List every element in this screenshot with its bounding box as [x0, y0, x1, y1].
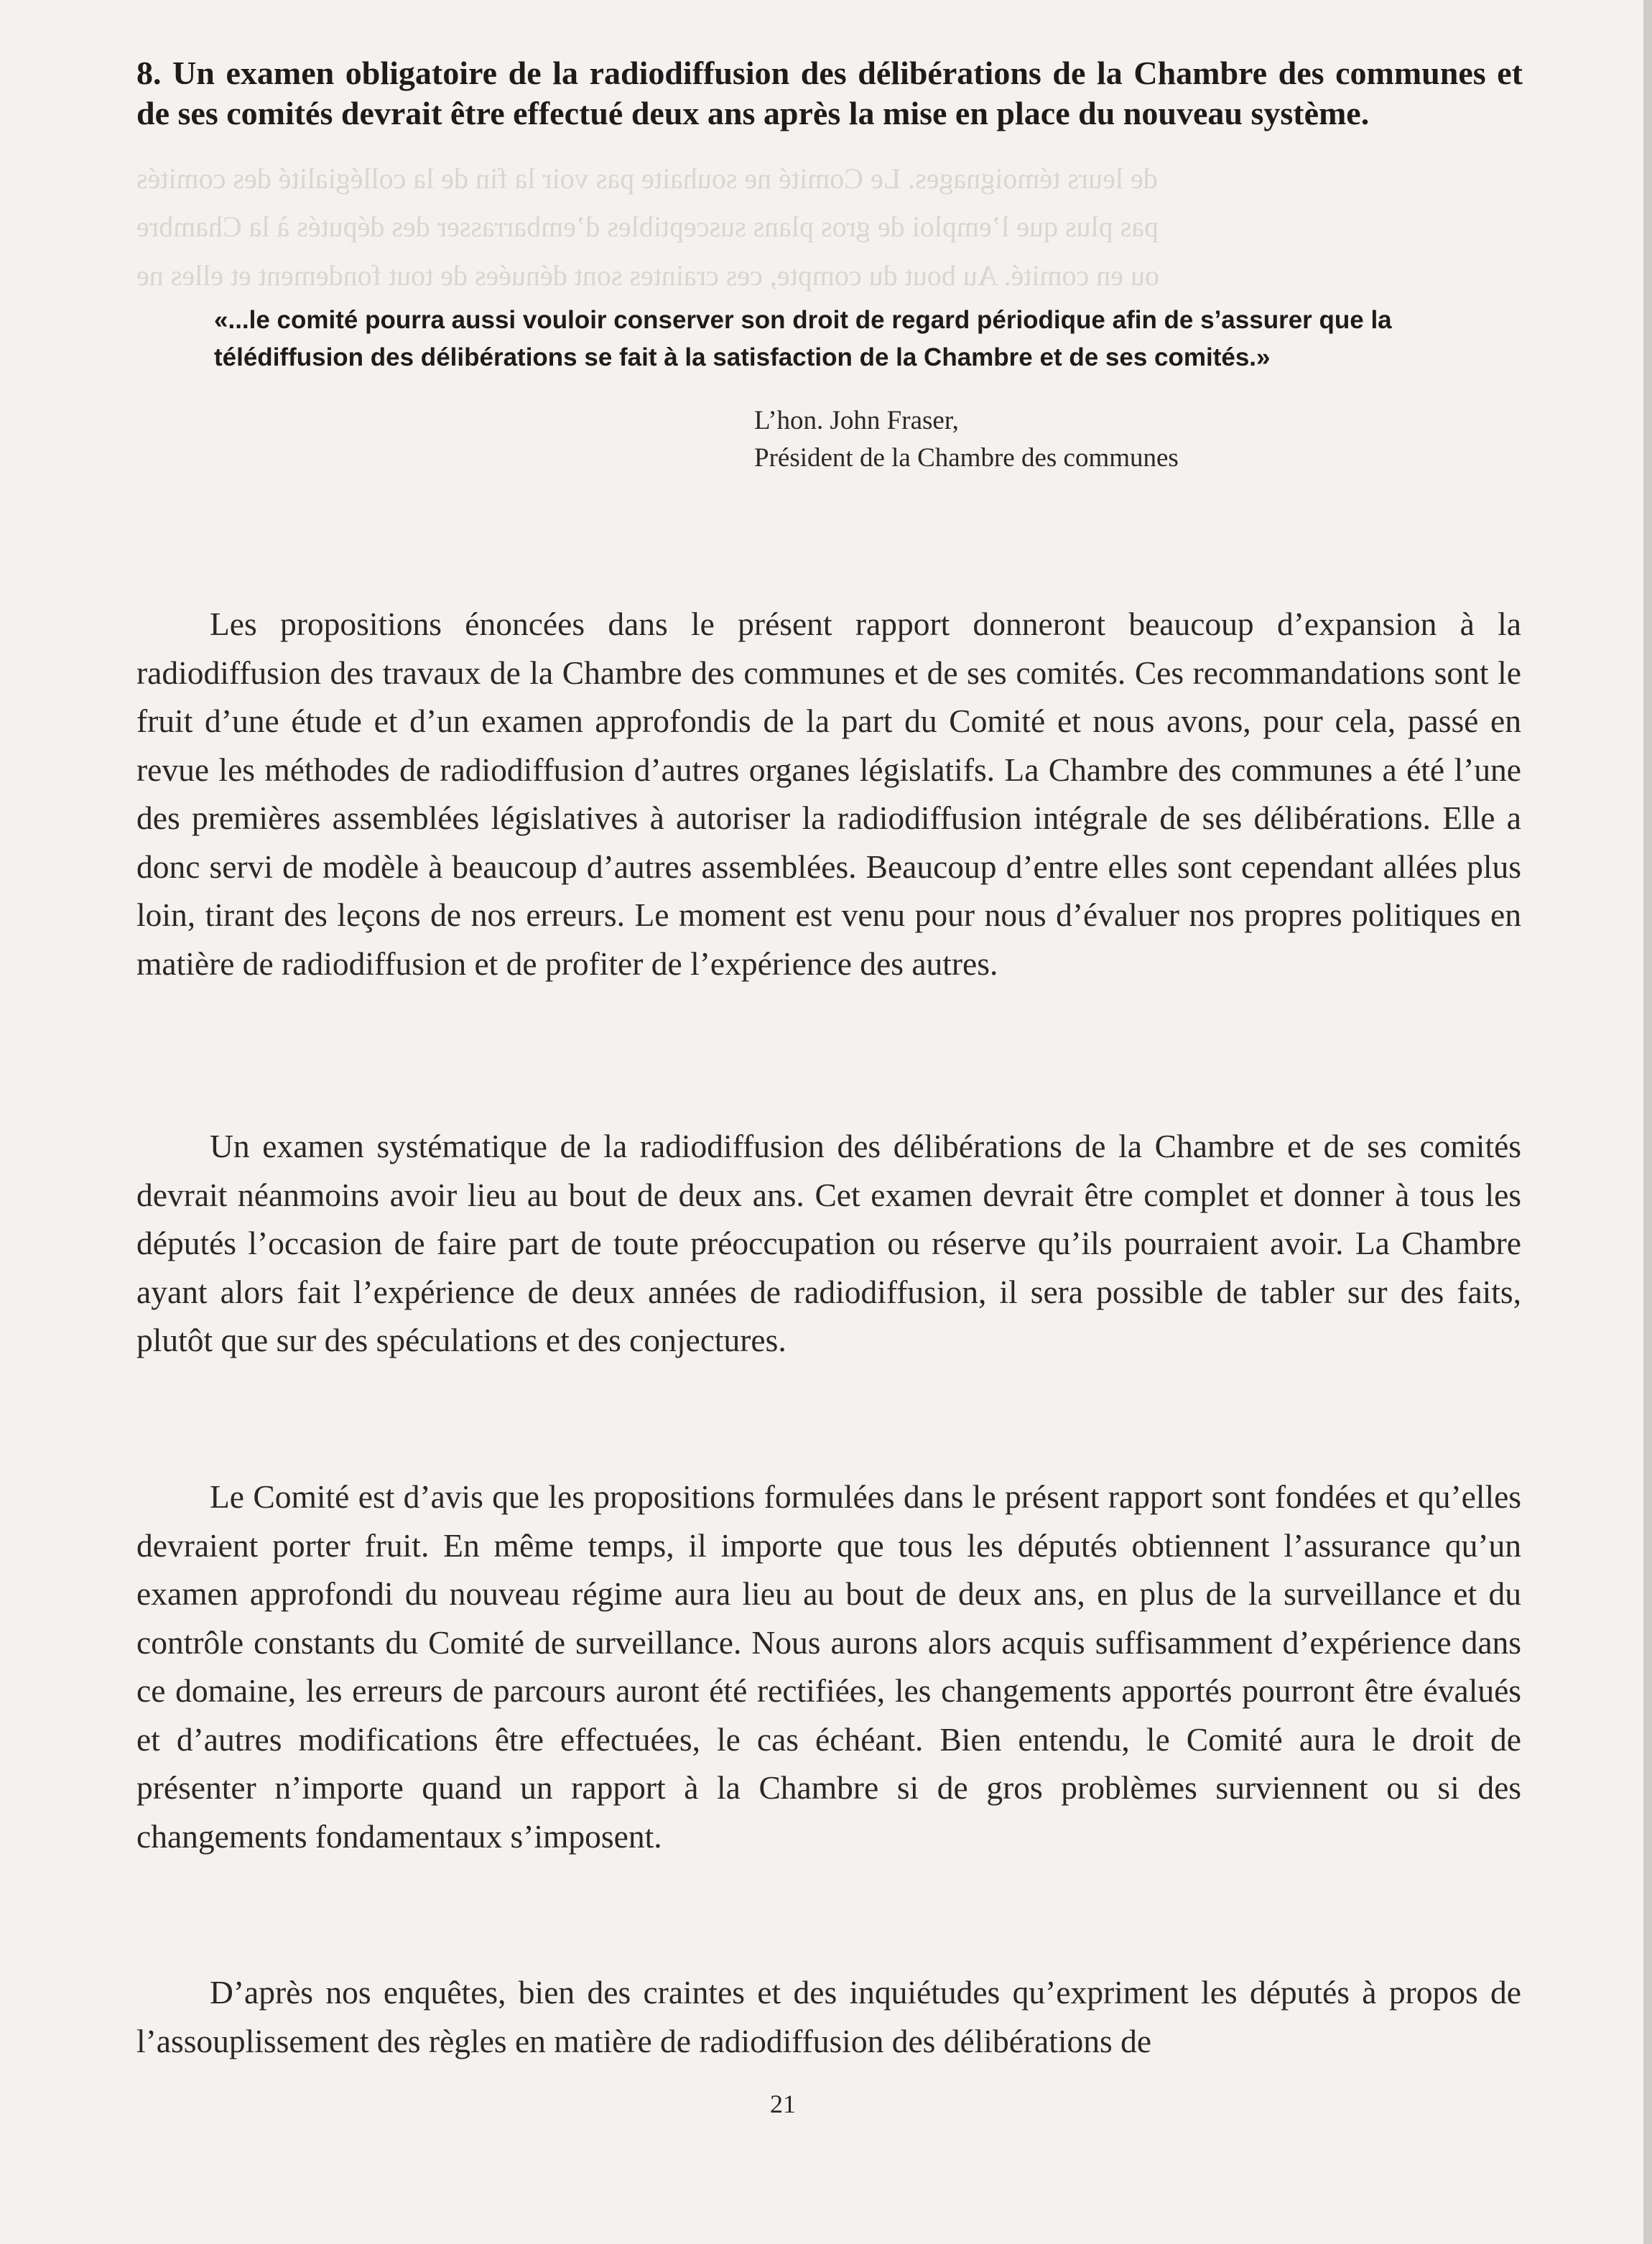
quote-attribution	[754, 402, 1179, 477]
epigraph-quote: «...le comité pourra aussi vouloir conserver son droit de regard périodique afin de s’assurer que la télédiffusion des délibérations se fait à la satisfaction de la Chambre et de ses comités.»	[214, 306, 1392, 371]
body-paragraph: Un examen systématique de la radiodiffusion des délibérations de la Chambre et de ses comités devrait néanmoins avoir lieu au bout de deux ans. Cet examen devrait être complet et donner à tous les députés l’occasion de faire part de toute préoccupation ou réserve qu’ils pourraient avoir. La Chambre ayant alors fait l’expérience de deux années de radiodiffusion, il sera possible de tabler sur des faits, plutôt que sur des spéculations et des conjectures.	[136, 1128, 1521, 1358]
quote-author: L’hon. John Fraser,	[754, 406, 959, 435]
body-paragraph: D’après nos enquêtes, bien des craintes et des inquiétudes qu’expriment les députés à propos de l’assouplissement des règles en matière de radiodiffusion des délibérations de	[136, 1974, 1521, 2059]
body-paragraph: Le Comité est d’avis que les propositions formulées dans le présent rapport sont fondées et qu’elles devraient porter fruit. En même temps, il importe que tous les députés obtiennent l’assurance qu’un examen approfondi du nouveau régime aura lieu au bout de deux ans, en plus de la surveillance et du contrôle constants du Comité de surveillance. Nous aurons alors acquis suffisamment d’expérience dans ce domaine, les erreurs de parcours auront été rectifiées, les changements apportés pourront être évalués et d’autres modifications être effectuées, le cas échéant. Bien entendu, le Comité aura le droit de présenter n’importe quand un rapport à la Chambre si de gros problèmes surviennent ou si des changements fondamentaux s’imposent.	[136, 1478, 1521, 1855]
section-heading: 8. Un examen obligatoire de la radiodiffusion des délibérations de la Chambre des communes et de ses comités devrait être effectué deux ans après la mise en place du nouveau système.	[136, 55, 1523, 131]
show-through-line: ou en comité. Au bout du compte, ces craintes sont dénuées de tout fondement et elles ne	[136, 259, 1160, 292]
show-through-line: pas plus que l’emploi de gros plans susceptibles d’embarrasser des députés à la Chambre	[136, 210, 1159, 243]
body-paragraph: Les propositions énoncées dans le présent rapport donneront beaucoup d’expansion à la radiodiffusion des travaux de la Chambre des communes et de ses comités. Ces recommandations sont le fruit d’une étude et d’un examen approfondis de la part du Comité et nous avons, pour cela, passé en revue les méthodes de radiodiffusion d’autres organes législatifs. La Chambre des communes a été l’une des premières assemblées législatives à autoriser la radiodiffusion intégrale de ses délibérations. Elle a donc servi de modèle à beaucoup d’autres assemblées. Beaucoup d’entre elles sont cependant allées plus loin, tirant des leçons de nos erreurs. Le moment est venu pour nous d’évaluer nos propres politiques en matière de radiodiffusion et de profiter de l’expérience des autres.	[136, 606, 1521, 982]
scan-edge	[1643, 0, 1652, 2244]
show-through-line: de leurs témoignages. Le Comité ne souhaite pas voir la fin de la collégialité des comités	[136, 162, 1158, 195]
quote-author-title: Président de la Chambre des communes	[754, 443, 1179, 473]
page-number: 21	[770, 2090, 796, 2118]
